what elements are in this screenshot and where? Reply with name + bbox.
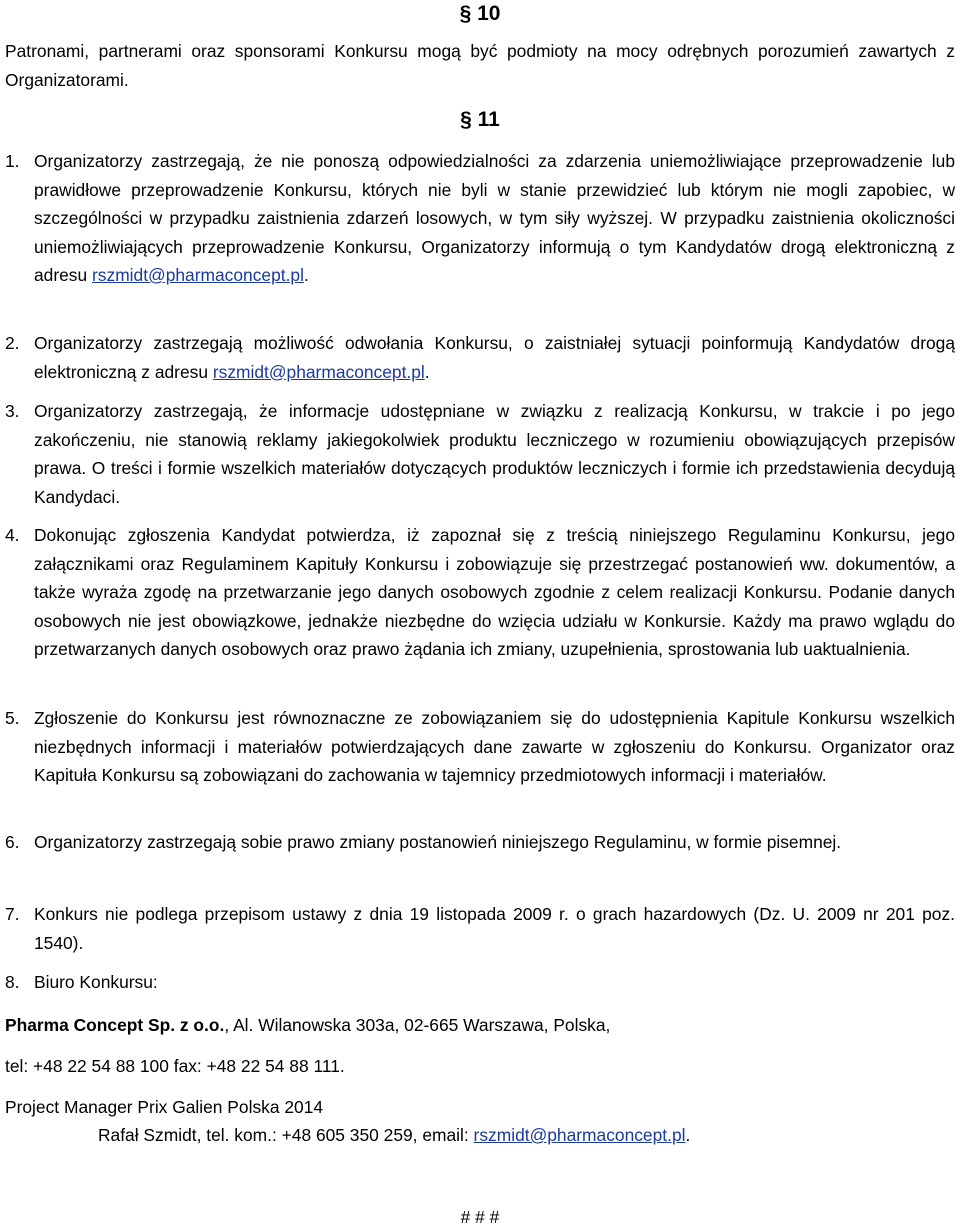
contact-person-end: . <box>685 1125 691 1145</box>
item-text: Organizatorzy zastrzegają sobie prawo zmiany postanowień niniejszego Regulaminu, w formie pisemnej. <box>34 832 842 852</box>
item-text-end: . <box>424 361 430 382</box>
paragraph-10: Patronami, partnerami oraz sponsorami Konkursu mogą być podmioty na mocy odrębnych porozumień zawartych z Organizatorami. <box>5 41 955 90</box>
item-number: 2. <box>5 333 20 353</box>
item-number: 1. <box>5 151 20 171</box>
project-manager-title: Project Manager Prix Galien Polska 2014 <box>5 1097 324 1117</box>
item-text: Biuro Konkursu: <box>34 972 158 992</box>
item-text-body: Organizatorzy zastrzegają, że nie ponoszą odpowiedzialności za zdarzenia uniemożliwiające przeprowadzenie lub prawidłowe przeprowadzenie Konkursu, których nie byli w stanie przewidzieć lub którym nie mogli zapobiec, w szczególności w przypadku zaistnienia zdarzeń losowych, w tym siły wyższej. W przypadku zaistnienia okoliczności uniemożliwiających przeprowadzenie Konkursu, Organizatorzy informują o tym Kandydatów drogą elektroniczną z adresu <box>34 151 955 285</box>
item-number: 5. <box>5 708 20 728</box>
email-link[interactable]: rszmidt@pharmaconcept.pl <box>473 1125 686 1145</box>
item-text: Zgłoszenie do Konkursu jest równoznaczne ze zobowiązaniem się do udostępnienia Kapitule Konkursu wszelkich niezbędnych informacji i materiałów potwierdzających dane zawarte w zgłoszeniu do Konkursu. Organizator oraz Kapituła Konkursu są zobowiązani do zachowania w tajemnicy przedmiotowych informacji i materiałów. <box>34 708 955 785</box>
item-text: Organizatorzy zastrzegają, że informacje udostępniane w związku z realizacją Konkursu, w trakcie i po jego zakończeniu, nie stanowią reklamy jakiegokolwiek produktu leczniczego w rozumieniu obowiązujących przepisów prawa. O treści i formie wszelkich materiałów dotyczących produktów leczniczych i formie ich przedstawienia decydują Kandydaci. <box>34 401 955 507</box>
list-item-6 <box>5 828 955 857</box>
item-number: 8. <box>5 972 20 992</box>
list-item-3 <box>5 397 955 511</box>
company-name: Pharma Concept Sp. z o.o. <box>5 1015 225 1035</box>
end-marker: # # # <box>460 1207 500 1227</box>
item-number: 7. <box>5 904 20 924</box>
list-item-8 <box>5 968 955 997</box>
contact-person <box>98 1121 690 1150</box>
item-number: 4. <box>5 525 20 545</box>
item-text: Dokonując zgłoszenia Kandydat potwierdza, iż zapoznał się z treścią niniejszego Regulaminu Konkursu, jego załącznikami oraz Regulaminem Kapituły Konkursu i zobowiązuje się przestrzegać postanowień ww. dokumentów, a także wyraża zgodę na przetwarzanie jego danych osobowych zgodnie z celem realizacji Konkursu. Podanie danych osobowych nie jest obowiązkowe, jednakże niezbędne do wzięcia udziału w Konkursie. Każdy ma prawo wglądu do przetwarzanych danych osobowych oraz prawo żądania ich zmiany, uzupełnienia, sprostowania lub uaktualnienia. <box>34 525 955 659</box>
email-link[interactable]: rszmidt@pharmaconcept.pl <box>92 265 304 285</box>
section-heading-11: § 11 <box>460 108 500 131</box>
office-phones: tel: +48 22 54 88 100 fax: +48 22 54 88 111. <box>5 1056 345 1076</box>
section-heading-10: § 10 <box>459 2 501 25</box>
item-text-end: . <box>303 265 309 285</box>
address-text: , Al. Wilanowska 303a, 02-665 Warszawa, Polska, <box>224 1015 611 1035</box>
item-number: 6. <box>5 832 20 852</box>
item-text <box>34 329 955 386</box>
email-link[interactable]: rszmidt@pharmaconcept.pl <box>212 361 425 382</box>
item-number: 3. <box>5 401 20 421</box>
list-item-7 <box>5 900 955 957</box>
contact-person-text: Rafał Szmidt, tel. kom.: +48 605 350 259, email: <box>98 1125 474 1145</box>
item-text-body: Organizatorzy zastrzegają możliwość odwołania Konkursu, o zaistniałej sytuacji poinformują Kandydatów drogą elektroniczną z adresu <box>34 333 955 382</box>
item-text <box>34 147 955 290</box>
item-text: Konkurs nie podlega przepisom ustawy z dnia 19 listopada 2009 r. o grach hazardowych (Dz. U. 2009 nr 201 poz. 1540). <box>34 904 955 953</box>
list-item-5 <box>5 704 955 790</box>
office-address <box>5 1011 610 1040</box>
list-item-2 <box>5 329 955 386</box>
list-item-4 <box>5 521 955 664</box>
list-item-1 <box>5 147 955 290</box>
